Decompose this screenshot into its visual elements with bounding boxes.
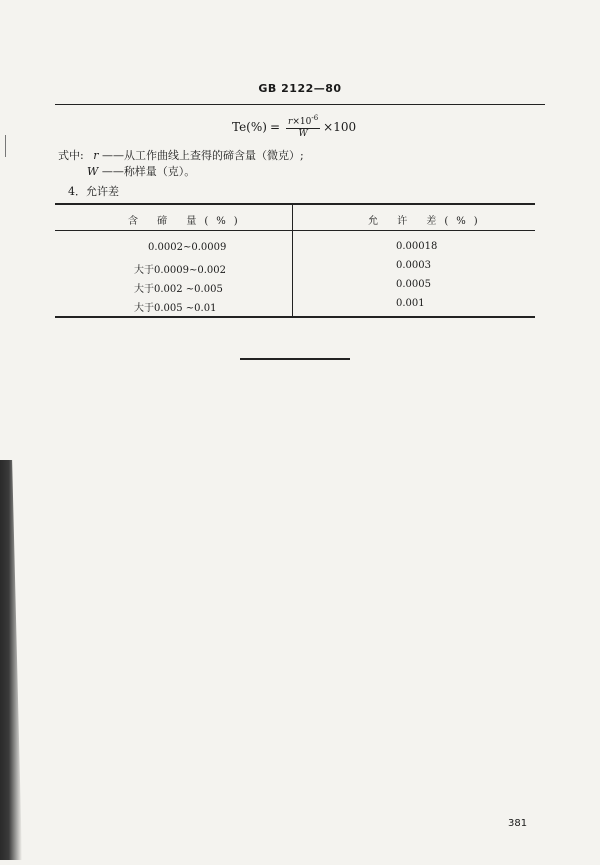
formula-fraction	[286, 113, 320, 140]
formula-lhs: Te(%)	[232, 119, 267, 134]
formula-denominator: W	[298, 129, 308, 139]
formula-numerator	[286, 113, 320, 129]
table-header-tolerance: 允 许 差(%)	[368, 216, 486, 227]
table-cell-tolerance: 0.001	[396, 298, 425, 309]
formula	[232, 113, 356, 140]
table-cell-content: 大于0.005 ~0.01	[134, 303, 217, 314]
formula-equals: =	[269, 119, 281, 134]
variable-definitions	[58, 148, 304, 180]
header-rule	[55, 104, 545, 105]
table-bottom-rule	[55, 316, 535, 318]
definition-w	[58, 164, 304, 180]
definition-r	[58, 148, 304, 164]
table-top-rule	[55, 203, 535, 205]
table-cell-tolerance: 0.00018	[396, 241, 438, 252]
w-description: ——称样量（克）。	[101, 165, 196, 178]
r-description: ——从工作曲线上查得的碲含量（微克）;	[101, 149, 304, 162]
document-header: GB 2122—80	[258, 82, 342, 95]
table-header-content: 含 碲 量(%)	[128, 216, 246, 227]
table-cell-content: 大于0.002 ~0.005	[134, 284, 223, 295]
table-header-rule	[55, 230, 535, 231]
scan-margin-mark	[5, 135, 6, 157]
numerator-exponent: -6	[311, 114, 319, 122]
section-title: 4．允许差	[68, 185, 119, 198]
table-column-divider	[292, 205, 293, 316]
table-cell-content: 大于0.0009~0.002	[134, 265, 226, 276]
formula-multiplier: ×100	[323, 119, 357, 134]
where-label: 式中:	[58, 149, 84, 162]
numerator-var: r	[288, 117, 293, 127]
scan-edge-shadow	[0, 460, 22, 860]
w-variable: W	[87, 165, 99, 178]
table-cell-tolerance: 0.0005	[396, 279, 431, 290]
table-cell-tolerance: 0.0003	[396, 260, 431, 271]
r-variable: r	[93, 149, 99, 162]
page-number: 381	[508, 818, 528, 829]
numerator-times: ×10	[292, 117, 312, 127]
table-cell-content: 0.0002~0.0009	[148, 242, 227, 253]
end-of-section-rule	[240, 358, 350, 360]
